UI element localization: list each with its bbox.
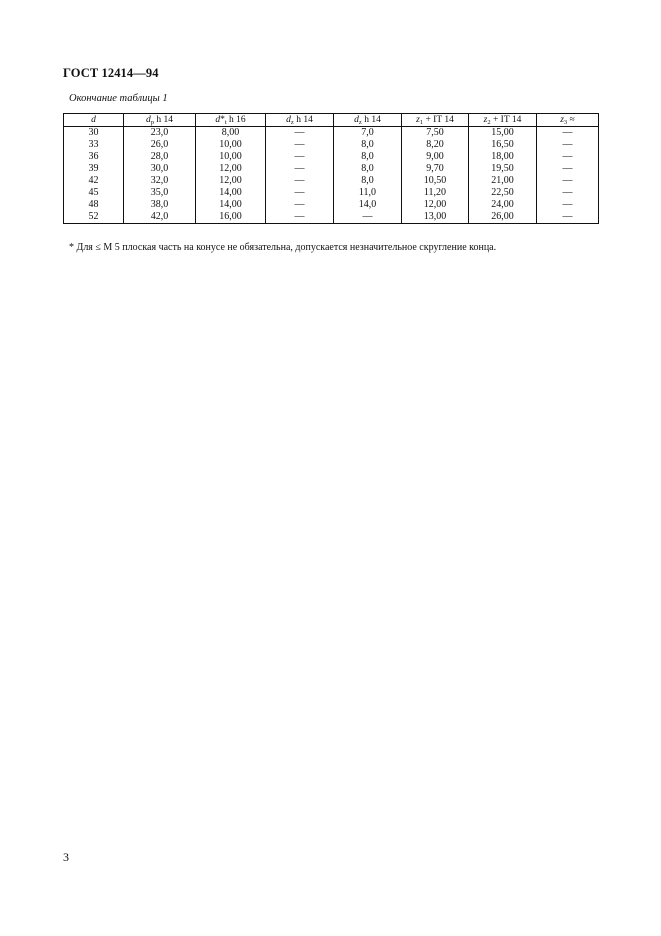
table-cell: 39: [64, 163, 124, 175]
header-tolerance: + IT 14: [423, 115, 454, 125]
table-cell: 9,00: [402, 151, 469, 163]
header-subscript: t: [224, 119, 227, 126]
table-cell: 24,00: [469, 199, 537, 211]
table-row: [64, 187, 599, 199]
column-header-dz-1: [266, 114, 334, 127]
table-cell: 14,00: [196, 199, 266, 211]
table-cell: —: [537, 127, 599, 140]
page-number: 3: [63, 850, 69, 864]
column-header-dp: [124, 114, 196, 127]
table-cell: 14,00: [196, 187, 266, 199]
document-header: ГОСТ 12414—94: [63, 66, 159, 80]
table-cell: —: [537, 187, 599, 199]
header-symbol: d: [215, 115, 221, 125]
table-cell: 8,0: [334, 139, 402, 151]
table-cell: —: [537, 175, 599, 187]
table-cell: 10,00: [196, 139, 266, 151]
table-row: [64, 163, 599, 175]
header-subscript: 1: [419, 119, 424, 126]
table-row: [64, 127, 599, 140]
table-cell: —: [537, 139, 599, 151]
table-cell: 8,0: [334, 175, 402, 187]
table-cell: 9,70: [402, 163, 469, 175]
table-body: [64, 127, 599, 224]
table-cell: 11,0: [334, 187, 402, 199]
header-tolerance: h 14: [154, 115, 173, 125]
table-cell: 33: [64, 139, 124, 151]
header-subscript: z: [290, 119, 294, 126]
table-cell: 12,00: [196, 175, 266, 187]
column-header-dt: [196, 114, 266, 127]
table-cell: 35,0: [124, 187, 196, 199]
table-cell: —: [266, 127, 334, 140]
table-cell: —: [266, 199, 334, 211]
table-cell: 52: [64, 211, 124, 224]
table-cell: 12,00: [196, 163, 266, 175]
table-cell: 15,00: [469, 127, 537, 140]
column-header-z1: [402, 114, 469, 127]
header-tolerance: h 14: [293, 115, 313, 125]
table-cell: 38,0: [124, 199, 196, 211]
header-symbol: z: [483, 115, 488, 125]
header-symbol: z: [560, 115, 564, 125]
header-subscript: 2: [487, 119, 491, 126]
table-cell: 30,0: [124, 163, 196, 175]
header-asterisk: *: [220, 115, 225, 125]
column-header-z3: [537, 114, 599, 127]
table-cell: 30: [64, 127, 124, 140]
table-cell: —: [537, 199, 599, 211]
table-cell: 48: [64, 199, 124, 211]
header-tolerance: ≈: [567, 115, 575, 125]
table-cell: 16,00: [196, 211, 266, 224]
header-symbol: d: [91, 115, 96, 125]
table-cell: 13,00: [402, 211, 469, 224]
table-cell: 22,50: [469, 187, 537, 199]
header-subscript: p: [150, 119, 154, 126]
table-cell: —: [266, 211, 334, 224]
dimensions-table: [63, 113, 599, 224]
table-cell: 7,0: [334, 127, 402, 140]
column-header-dz-2: [334, 114, 402, 127]
table-cell: —: [537, 211, 599, 224]
table-header-row: [64, 114, 599, 127]
column-header-z2: [469, 114, 537, 127]
table-cell: 8,0: [334, 151, 402, 163]
table-footnote: * Для ≤ М 5 плоская часть на конусе не обязательна, допускается незначительное скругление конца.: [69, 242, 497, 253]
table-row: [64, 199, 599, 211]
table-cell: 42: [64, 175, 124, 187]
table-cell: 32,0: [124, 175, 196, 187]
table-cell: 26,00: [469, 211, 537, 224]
table-cell: 10,00: [196, 151, 266, 163]
table-cell: 21,00: [469, 175, 537, 187]
table-cell: —: [266, 151, 334, 163]
table-cell: 11,20: [402, 187, 469, 199]
table-cell: 8,20: [402, 139, 469, 151]
header-tolerance: + IT 14: [490, 115, 522, 125]
table-row: [64, 139, 599, 151]
table-cell: 8,0: [334, 163, 402, 175]
table-cell: 12,00: [402, 199, 469, 211]
table-cell: 45: [64, 187, 124, 199]
header-symbol: d: [286, 115, 291, 125]
header-subscript: 3: [563, 119, 568, 126]
header-symbol: d: [146, 115, 151, 125]
table-cell: 23,0: [124, 127, 196, 140]
table-cell: 8,00: [196, 127, 266, 140]
table-cell: 36: [64, 151, 124, 163]
table-cell: —: [334, 211, 402, 224]
table-cell: 18,00: [469, 151, 537, 163]
table-cell: —: [266, 139, 334, 151]
table-cell: 26,0: [124, 139, 196, 151]
header-symbol: d: [354, 115, 359, 125]
table-row: [64, 175, 599, 187]
table-cell: —: [266, 187, 334, 199]
table-cell: 16,50: [469, 139, 537, 151]
table-cell: 14,0: [334, 199, 402, 211]
table-cell: 10,50: [402, 175, 469, 187]
table-caption: Окончание таблицы 1: [69, 93, 168, 104]
table-row: [64, 151, 599, 163]
table-cell: 7,50: [402, 127, 469, 140]
column-header-d: [64, 114, 124, 127]
header-symbol: z: [416, 115, 420, 125]
table-cell: 42,0: [124, 211, 196, 224]
table-cell: —: [266, 163, 334, 175]
header-tolerance: h 16: [226, 115, 246, 125]
table-cell: —: [266, 175, 334, 187]
table-cell: —: [537, 151, 599, 163]
header-tolerance: h 14: [361, 115, 381, 125]
table-cell: —: [537, 163, 599, 175]
table-row: [64, 211, 599, 224]
header-subscript: z: [358, 119, 362, 126]
table-cell: 28,0: [124, 151, 196, 163]
table-cell: 19,50: [469, 163, 537, 175]
